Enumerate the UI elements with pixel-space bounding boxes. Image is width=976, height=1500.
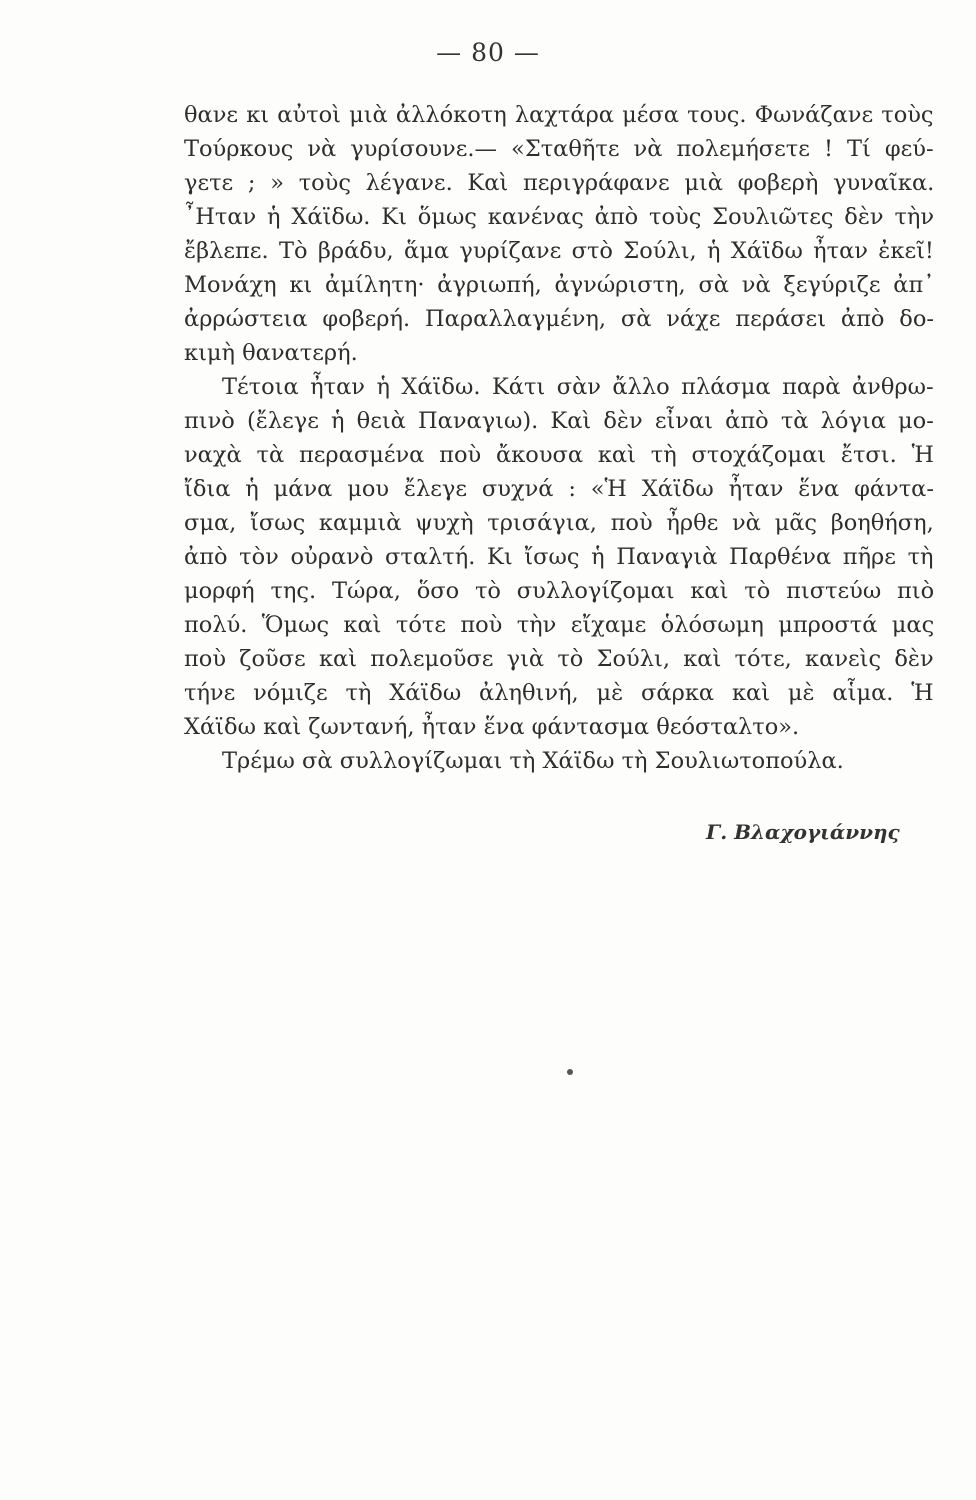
text-line: γετε ; » τοὺς λέγανε. Καὶ περιγράφανε μιὰ φοβερὴ γυναῖκα. [184,170,935,196]
text-line: ἀπὸ τὸν οὐρανὸ σταλτή. Κι ἴσως ἡ Παναγιὰ Παρθένα πῆρε τὴ [184,544,934,570]
text-line: ῏Ηταν ἡ Χάϊδω. Κι ὅμως κανένας ἀπὸ τοὺς Σουλιῶτες δὲν τὴν [184,204,935,230]
text-line: Μονάχη κι ἀμίλητη· ἀγριωπή, ἀγνώριστη, σὰ νὰ ξεγύριζε ἀπ᾿ [184,272,935,298]
text-line-indented: Τέτοια ἦταν ἡ Χάϊδω. Κάτι σὰν ἄλλο πλάσμα παρὰ ἀνθρω- [222,374,934,400]
text-line: ἔβλεπε. Τὸ βράδυ, ἅμα γυρίζανε στὸ Σούλι, ἡ Χάϊδω ἦταν ἐκεῖ! [184,238,934,264]
ink-speck [567,1069,573,1075]
text-line: σμα, ἴσως καμμιὰ ψυχὴ τρισάγια, ποὺ ἦρθε νὰ μᾶς βοηθήση, [184,510,934,536]
text-line: Τούρκους νὰ γυρίσουνε.— «Σταθῆτε νὰ πολεμήσετε ! Τί φεύ- [184,136,934,162]
text-line: τήνε νόμιζε τὴ Χάϊδω ἀληθινή, μὲ σάρκα καὶ μὲ αἷμα. Ἡ [184,680,934,706]
text-line: θανε κι αὐτοὶ μιὰ ἀλλόκοτη λαχτάρα μέσα τους. Φωνάζανε τοὺς [184,102,934,128]
text-line: πινὸ (ἔλεγε ἡ θειὰ Παναγιω). Καὶ δὲν εἶναι ἀπὸ τὰ λόγια μο- [184,408,934,434]
text-line: μορφή της. Τώρα, ὅσο τὸ συλλογίζομαι καὶ τὸ πιστεύω πιὸ [184,578,935,604]
text-line: Χάϊδω καὶ ζωντανή, ἦταν ἕνα φάντασμα θεόσταλτο». [184,714,800,740]
text-line: ποὺ ζοῦσε καὶ πολεμοῦσε γιὰ τὸ Σούλι, καὶ τότε, κανεὶς δὲν [184,646,934,672]
text-line: ἀρρώστεια φοβερή. Παραλλαγμένη, σὰ νάχε περάσει ἀπὸ δο- [184,306,934,332]
author-signature: Γ. Βλαχογιάννης [706,820,900,844]
text-line: πολύ. Ὅμως καὶ τότε ποὺ τὴν εἴχαμε ὁλόσωμη μπροστά μας [184,612,935,638]
text-line: ἴδια ἡ μάνα μου ἔλεγε συχνά : «Ἡ Χάϊδω ἦταν ἕνα φάντα- [184,476,934,502]
text-line-indented: Τρέμω σὰ συλλογίζωμαι τὴ Χάϊδω τὴ Σουλιωτοπούλα. [222,748,844,774]
text-line: κιμὴ θανατερή. [184,340,358,366]
page-number: — 80 — [436,38,540,67]
text-line: ναχὰ τὰ περασμένα ποὺ ἄκουσα καὶ τὴ στοχάζομαι ἔτσι. Ἡ [184,442,934,468]
